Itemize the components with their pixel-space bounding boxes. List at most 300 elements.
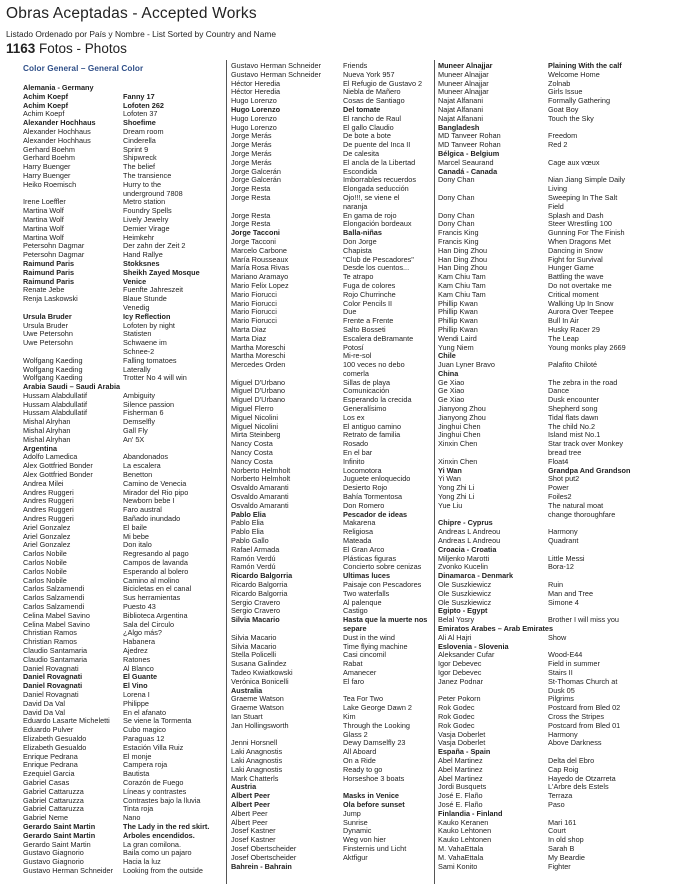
entry-row (23, 515, 223, 524)
entry-row (231, 555, 431, 564)
entry-row (438, 739, 683, 748)
work-title: Bicicletas en el canal (123, 585, 192, 594)
author-name (438, 185, 548, 194)
work-title: The Leap (548, 334, 579, 343)
entry-row (231, 194, 431, 203)
entry-row (438, 264, 683, 273)
country-heading (438, 168, 683, 177)
country-heading (438, 748, 683, 757)
country-name: Chile (438, 352, 456, 361)
work-title: Lake George Dawn 2 (343, 704, 412, 713)
author-name: Carlos Salzamendi (23, 594, 85, 603)
country-heading (438, 150, 683, 159)
entry-row (231, 335, 431, 344)
work-title: An' 5X (123, 435, 145, 444)
author-name (231, 370, 343, 379)
entry-row (231, 326, 431, 335)
author-name: Jenni Horsnell (231, 739, 278, 748)
entry-row (231, 739, 431, 748)
author-name: Claudio Santamaria (23, 655, 88, 664)
entry-row (231, 678, 431, 687)
entry-row (438, 431, 683, 440)
author-name: Phillip Kwan (438, 308, 478, 317)
author-name: Enrique Pedrana (23, 752, 78, 761)
entry-row (438, 203, 683, 212)
work-title: Árboles encendidos. (123, 831, 195, 840)
work-title: Rojo Churrinche (343, 290, 396, 299)
work-title: Mirador del Rio pipo (123, 488, 189, 497)
work-title: Living (548, 185, 568, 194)
work-title: Hayedo de Otzarreta (548, 774, 616, 783)
photo-count (6, 41, 680, 57)
author-name: Achim Koepf (23, 101, 68, 110)
author-name: Josef Obertscheider (231, 844, 297, 853)
entry-row (23, 128, 223, 137)
entry-row (23, 480, 223, 489)
work-title: Sprint 9 (123, 145, 149, 154)
country-name: Alemania - Germany (23, 84, 94, 92)
entry-row (231, 458, 431, 467)
entry-row (23, 577, 223, 586)
author-name: Achim Koepf (23, 92, 68, 101)
work-title: Paisaje con Pescadores (343, 581, 422, 590)
work-title: Don Romero (343, 501, 385, 510)
work-title: Steer Wrestling 100 (548, 220, 612, 229)
entry-row (231, 625, 431, 634)
author-name: Kauko Lehtonen (438, 827, 492, 836)
author-name: Celina Mabel Savino (23, 620, 90, 629)
author-name: Francis King (438, 229, 479, 238)
country-heading (23, 383, 223, 392)
author-name: Renate Jebe (23, 286, 65, 295)
author-name: Muneer Alnajjar (438, 79, 489, 88)
author-name: Ricardo Balgorria (231, 589, 288, 598)
author-name: Pablo Gallo (231, 537, 269, 546)
author-name: Wolfgang Kaeding (23, 365, 83, 374)
author-name: Han Ding Zhou (438, 264, 488, 273)
author-name: Wendi Laird (438, 334, 477, 343)
entry-row (23, 427, 223, 436)
entry-row (231, 185, 431, 194)
work-title: The belief (123, 163, 156, 172)
work-title: Color Pencils II (343, 299, 393, 308)
author-name: Ge Xiao (438, 396, 465, 405)
entry-row (438, 511, 683, 520)
entry-row (231, 845, 431, 854)
list-column-1 (23, 84, 223, 876)
work-title: "Club de Pescadores" (343, 255, 414, 264)
work-title: Hunger Game (548, 264, 594, 273)
author-name: Ge Xiao (438, 387, 465, 396)
entry-row (438, 863, 683, 872)
author-name: Muneer Alnajjar (438, 70, 489, 79)
entry-row (231, 819, 431, 828)
author-name: Wolfgang Kaeding (23, 374, 83, 383)
work-title: Fighter (548, 862, 571, 871)
entry-row (23, 629, 223, 638)
work-title: Niebla de Mañero (343, 88, 401, 97)
work-title: El gallo Claudio (343, 123, 394, 132)
work-title: L'Arbre dels Estels (548, 783, 609, 792)
author-name: Héctor Heredia (231, 88, 281, 97)
author-name: Gerhard Boehm (23, 154, 75, 163)
entry-row (231, 308, 431, 317)
author-name: David Da Val (23, 708, 66, 717)
author-name: Kauko Keranen (438, 818, 489, 827)
author-name: María Rosa Rivas (231, 264, 289, 273)
author-name: David Da Val (23, 699, 66, 708)
author-name: Jorge Tacconi (231, 229, 280, 238)
entry-row (231, 616, 431, 625)
work-title: Der zahn der Zeit 2 (123, 242, 186, 251)
entry-row (23, 278, 223, 287)
author-name: Rok Godec (438, 704, 475, 713)
work-title: Contrastes bajo la lluvia (123, 796, 201, 805)
author-name: Ge Xiao (438, 378, 465, 387)
author-name: Marcel Seaurand (438, 158, 494, 167)
entry-row (231, 168, 431, 177)
author-name: Gustavo Herman Schneider (231, 70, 322, 79)
author-name: Ursula Bruder (23, 312, 72, 321)
work-title: Newborn bebe I (123, 497, 175, 506)
entry-row (231, 581, 431, 590)
entry-row (23, 471, 223, 480)
author-name: Hugo Lorenzo (231, 123, 277, 132)
work-title: Ruin (548, 581, 564, 590)
entry-row (231, 440, 431, 449)
entry-row (23, 357, 223, 366)
work-title: Sus herramientas (123, 594, 181, 603)
entry-row (438, 801, 683, 810)
entry-row (231, 704, 431, 713)
author-name: Andreas L Andreou (438, 528, 501, 537)
work-title: Formally Gathering (548, 97, 611, 106)
entry-row (23, 225, 223, 234)
author-name: Ricardo Balgorria (231, 581, 288, 590)
country-name: Bahrein - Bahrain (231, 862, 292, 871)
entry-row (23, 322, 223, 331)
entry-row (231, 660, 431, 669)
work-title: Island mist No.1 (548, 431, 601, 440)
author-name: Vasja Doberlet (438, 730, 486, 739)
work-title: comerla (343, 369, 369, 378)
entry-row (231, 475, 431, 484)
work-title: Campos de lavanda (123, 559, 188, 568)
entry-row (438, 581, 683, 590)
author-name: Kam Chiu Tam (438, 290, 486, 299)
work-title: Brother I will miss you (548, 616, 619, 625)
author-name (231, 203, 343, 212)
author-name: MD Tanveer Rohan (438, 132, 501, 141)
author-name: Jinghui Chen (438, 422, 481, 431)
entry-row (231, 766, 431, 775)
author-name: Gabriel Cattaruzza (23, 787, 84, 796)
author-name: Carlos Nobile (23, 567, 67, 576)
entry-row (23, 849, 223, 858)
entry-row (438, 344, 683, 353)
work-title: Te atrapo (343, 273, 374, 282)
author-name: Gabriel Cattaruzza (23, 796, 84, 805)
work-title: Los ex (343, 413, 365, 422)
entry-row (23, 823, 223, 832)
entry-row (23, 137, 223, 146)
author-name: Andrea Milei (23, 479, 64, 488)
author-name: Gustavo Giagnorio (23, 849, 84, 858)
author-name: Osvaldo Amaranti (231, 501, 289, 510)
country-heading (231, 783, 431, 792)
work-title: Schwaene im (123, 339, 167, 348)
work-title: Looking from the outside (123, 866, 203, 875)
entry-row (231, 854, 431, 863)
entry-row (23, 656, 223, 665)
author-name: Marta Diaz (231, 334, 267, 343)
entry-row (231, 150, 431, 159)
entry-row (231, 317, 431, 326)
entry-row (231, 141, 431, 150)
author-name: María Rousseaux (231, 255, 289, 264)
work-title: Postcard from Bled 02 (548, 704, 621, 713)
author-name: Miguel Nicolini (231, 422, 279, 431)
work-title: Cosas de Santiago (343, 97, 405, 106)
entry-row (23, 269, 223, 278)
work-title: Fight for Survival (548, 255, 603, 264)
author-name: Miguel Flerro (231, 405, 274, 414)
work-title: Walking Up In Snow (548, 299, 614, 308)
entry-row (23, 612, 223, 621)
work-title: Postcard from Bled 01 (548, 721, 621, 730)
work-title: Dusk encounter (548, 396, 600, 405)
work-title: Two waterfalls (343, 589, 390, 598)
entry-row (438, 819, 683, 828)
work-title: Terraza (548, 792, 573, 801)
entry-row (23, 744, 223, 753)
work-title: En gama de rojo (343, 211, 397, 220)
author-name: Francis King (438, 237, 479, 246)
author-name: Andres Ruggeri (23, 506, 74, 515)
work-title: Ready to go (343, 765, 383, 774)
work-title: Juguete enloquecido (343, 475, 411, 484)
author-name: Yi Wan (438, 475, 461, 484)
entry-row (231, 775, 431, 784)
work-title: Palafito Chiloté (548, 361, 598, 370)
work-title: El rancho de Raul (343, 114, 402, 123)
author-name: Ariel Gonzalez (23, 523, 71, 532)
work-title: Campera roja (123, 761, 168, 770)
author-name: Gerhard Boehm (23, 145, 75, 154)
work-title: Chapista (343, 246, 372, 255)
work-title: En el afanato (123, 708, 167, 717)
country-heading (438, 519, 683, 528)
author-name: Ramón Verdú (231, 554, 276, 563)
author-name: Miguel D'Urbano (231, 387, 286, 396)
entry-row (438, 361, 683, 370)
entry-row (231, 344, 431, 353)
work-title: Quadrant (548, 537, 579, 546)
work-title: Due (343, 308, 357, 317)
entry-row (438, 247, 683, 256)
work-title: Horseshoe 3 boats (343, 774, 405, 783)
author-name: Albert Peer (231, 809, 268, 818)
author-name: Alex Gottfried Bonder (23, 471, 93, 480)
author-name: Norberto Helmholt (231, 475, 291, 484)
work-title: Benetton (123, 471, 153, 480)
author-name: Hugo Lorenzo (231, 114, 277, 123)
author-name: Jorge Merás (231, 149, 272, 158)
entry-row (23, 568, 223, 577)
work-title: El Guante (123, 673, 158, 682)
work-title: Corazón de Fuego (123, 778, 184, 787)
author-name: Laki Anagnostis (231, 765, 283, 774)
work-title: Little Messi (548, 554, 585, 563)
entry-row (23, 119, 223, 128)
work-title: Foiles2 (548, 493, 572, 502)
author-name: Belal Yosry (438, 616, 475, 625)
entry-row (23, 330, 223, 339)
author-name: Pablo Elia (231, 510, 266, 519)
entry-row (231, 827, 431, 836)
entry-row (231, 405, 431, 414)
entry-row (438, 599, 683, 608)
author-name: Yong Zhi Li (438, 484, 475, 493)
entry-row (23, 841, 223, 850)
work-title: Stokksnes (123, 259, 160, 268)
author-name: Tadeo Kwiatkowski (231, 668, 293, 677)
entry-row (231, 511, 431, 520)
work-title: Shipwreck (123, 154, 157, 163)
entry-row (231, 352, 431, 361)
author-name: Jorge Merás (231, 141, 272, 150)
author-name: Marcelo Carbone (231, 246, 287, 255)
work-title: On a Ride (343, 756, 376, 765)
work-title: Freedom (548, 132, 578, 141)
entry-row (23, 154, 223, 163)
entry-row (23, 172, 223, 181)
work-title: Stairs II (548, 668, 573, 677)
entry-row (231, 722, 431, 731)
entry-row (438, 212, 683, 221)
entry-row (23, 805, 223, 814)
work-title: Bautista (123, 770, 150, 779)
entry-row (23, 497, 223, 506)
entry-row (23, 682, 223, 691)
country-name: China (438, 369, 459, 378)
entry-row (438, 387, 683, 396)
country-name: Bélgica - Belgium (438, 149, 500, 158)
work-title: Cage aux vœux (548, 158, 600, 167)
author-name: Jorge Resta (231, 193, 271, 202)
work-title: Mari 161 (548, 818, 577, 827)
author-name: Mario Fiorucci (231, 290, 277, 299)
entry-row (231, 62, 431, 71)
entry-row (231, 836, 431, 845)
entry-row (23, 753, 223, 762)
work-title: Glass 2 (343, 730, 368, 739)
author-name: Hugo Lorenzo (231, 97, 277, 106)
entry-row (438, 449, 683, 458)
author-name: Peter Pokorn (438, 695, 481, 704)
work-title: change thoroughfare (548, 510, 616, 519)
author-name: Abel Martinez (438, 765, 483, 774)
author-name: Sergio Cravero (231, 598, 281, 607)
author-name: Josef Kastner (231, 836, 276, 845)
work-title: Habanera (123, 638, 156, 647)
entry-row (438, 704, 683, 713)
author-name: Irene Loeffler (23, 198, 66, 207)
author-name (231, 731, 343, 740)
author-name: Pablo Elia (231, 528, 264, 537)
entry-row (438, 405, 683, 414)
author-name: Mario Fiorucci (231, 317, 277, 326)
author-name: Martina Wolf (23, 207, 64, 216)
entry-row (23, 541, 223, 550)
work-title: Ambiguity (123, 391, 156, 400)
entry-row (438, 423, 683, 432)
author-name: Martina Wolf (23, 215, 64, 224)
work-title: Weg von hier (343, 836, 386, 845)
entry-row (231, 159, 431, 168)
entry-row (23, 489, 223, 498)
work-title: Don Jorge (343, 237, 377, 246)
author-name: Marta Diaz (231, 325, 267, 334)
author-name (23, 348, 123, 357)
author-name: Dony Chan (438, 211, 475, 220)
entry-row (231, 449, 431, 458)
work-title: Touch the Sky (548, 114, 594, 123)
author-name: Yong Zhi Li (438, 493, 475, 502)
work-title: Float4 (548, 457, 569, 466)
work-title: Salto Bosseti (343, 325, 386, 334)
entry-row (231, 247, 431, 256)
entry-row (23, 533, 223, 542)
entry-row (23, 436, 223, 445)
work-title: Pescador de ideas (343, 510, 408, 519)
entry-row (438, 308, 683, 317)
work-title: The zebra in the road (548, 378, 618, 387)
author-name: Vasja Doberlet (438, 739, 486, 748)
entry-row (23, 339, 223, 348)
work-title: Sarah B (548, 844, 575, 853)
section-title: Color General – General Color (23, 64, 144, 73)
work-title: Power (548, 484, 569, 493)
entry-row (231, 124, 431, 133)
work-title: Above Darkness (548, 739, 602, 748)
author-name (231, 625, 343, 634)
work-title: Tea For Two (343, 695, 384, 704)
entry-row (231, 212, 431, 221)
work-title: Dust in the wind (343, 633, 395, 642)
work-title: Retrato de familia (343, 431, 401, 440)
author-name: Igor Debevec (438, 668, 482, 677)
author-name: Ali Al Hajri (438, 633, 472, 642)
entry-row (23, 665, 223, 674)
author-name: Jorge Tacconi (231, 237, 276, 246)
author-name: Mercedes Orden (231, 361, 286, 370)
entry-row (23, 401, 223, 410)
entry-row (438, 766, 683, 775)
work-title: Infinito (343, 457, 365, 466)
entry-row (438, 502, 683, 511)
work-title: Sala del Circulo (123, 620, 175, 629)
entry-row (438, 757, 683, 766)
entry-row (438, 467, 683, 476)
entry-row (231, 563, 431, 572)
entry-row (438, 458, 683, 467)
author-name: Ole Suszkiewicz (438, 581, 492, 590)
work-title: El antiguo camino (343, 422, 402, 431)
entry-row (438, 97, 683, 106)
work-title: Girls Issue (548, 88, 583, 97)
author-name: Raimund Paris (23, 268, 75, 277)
